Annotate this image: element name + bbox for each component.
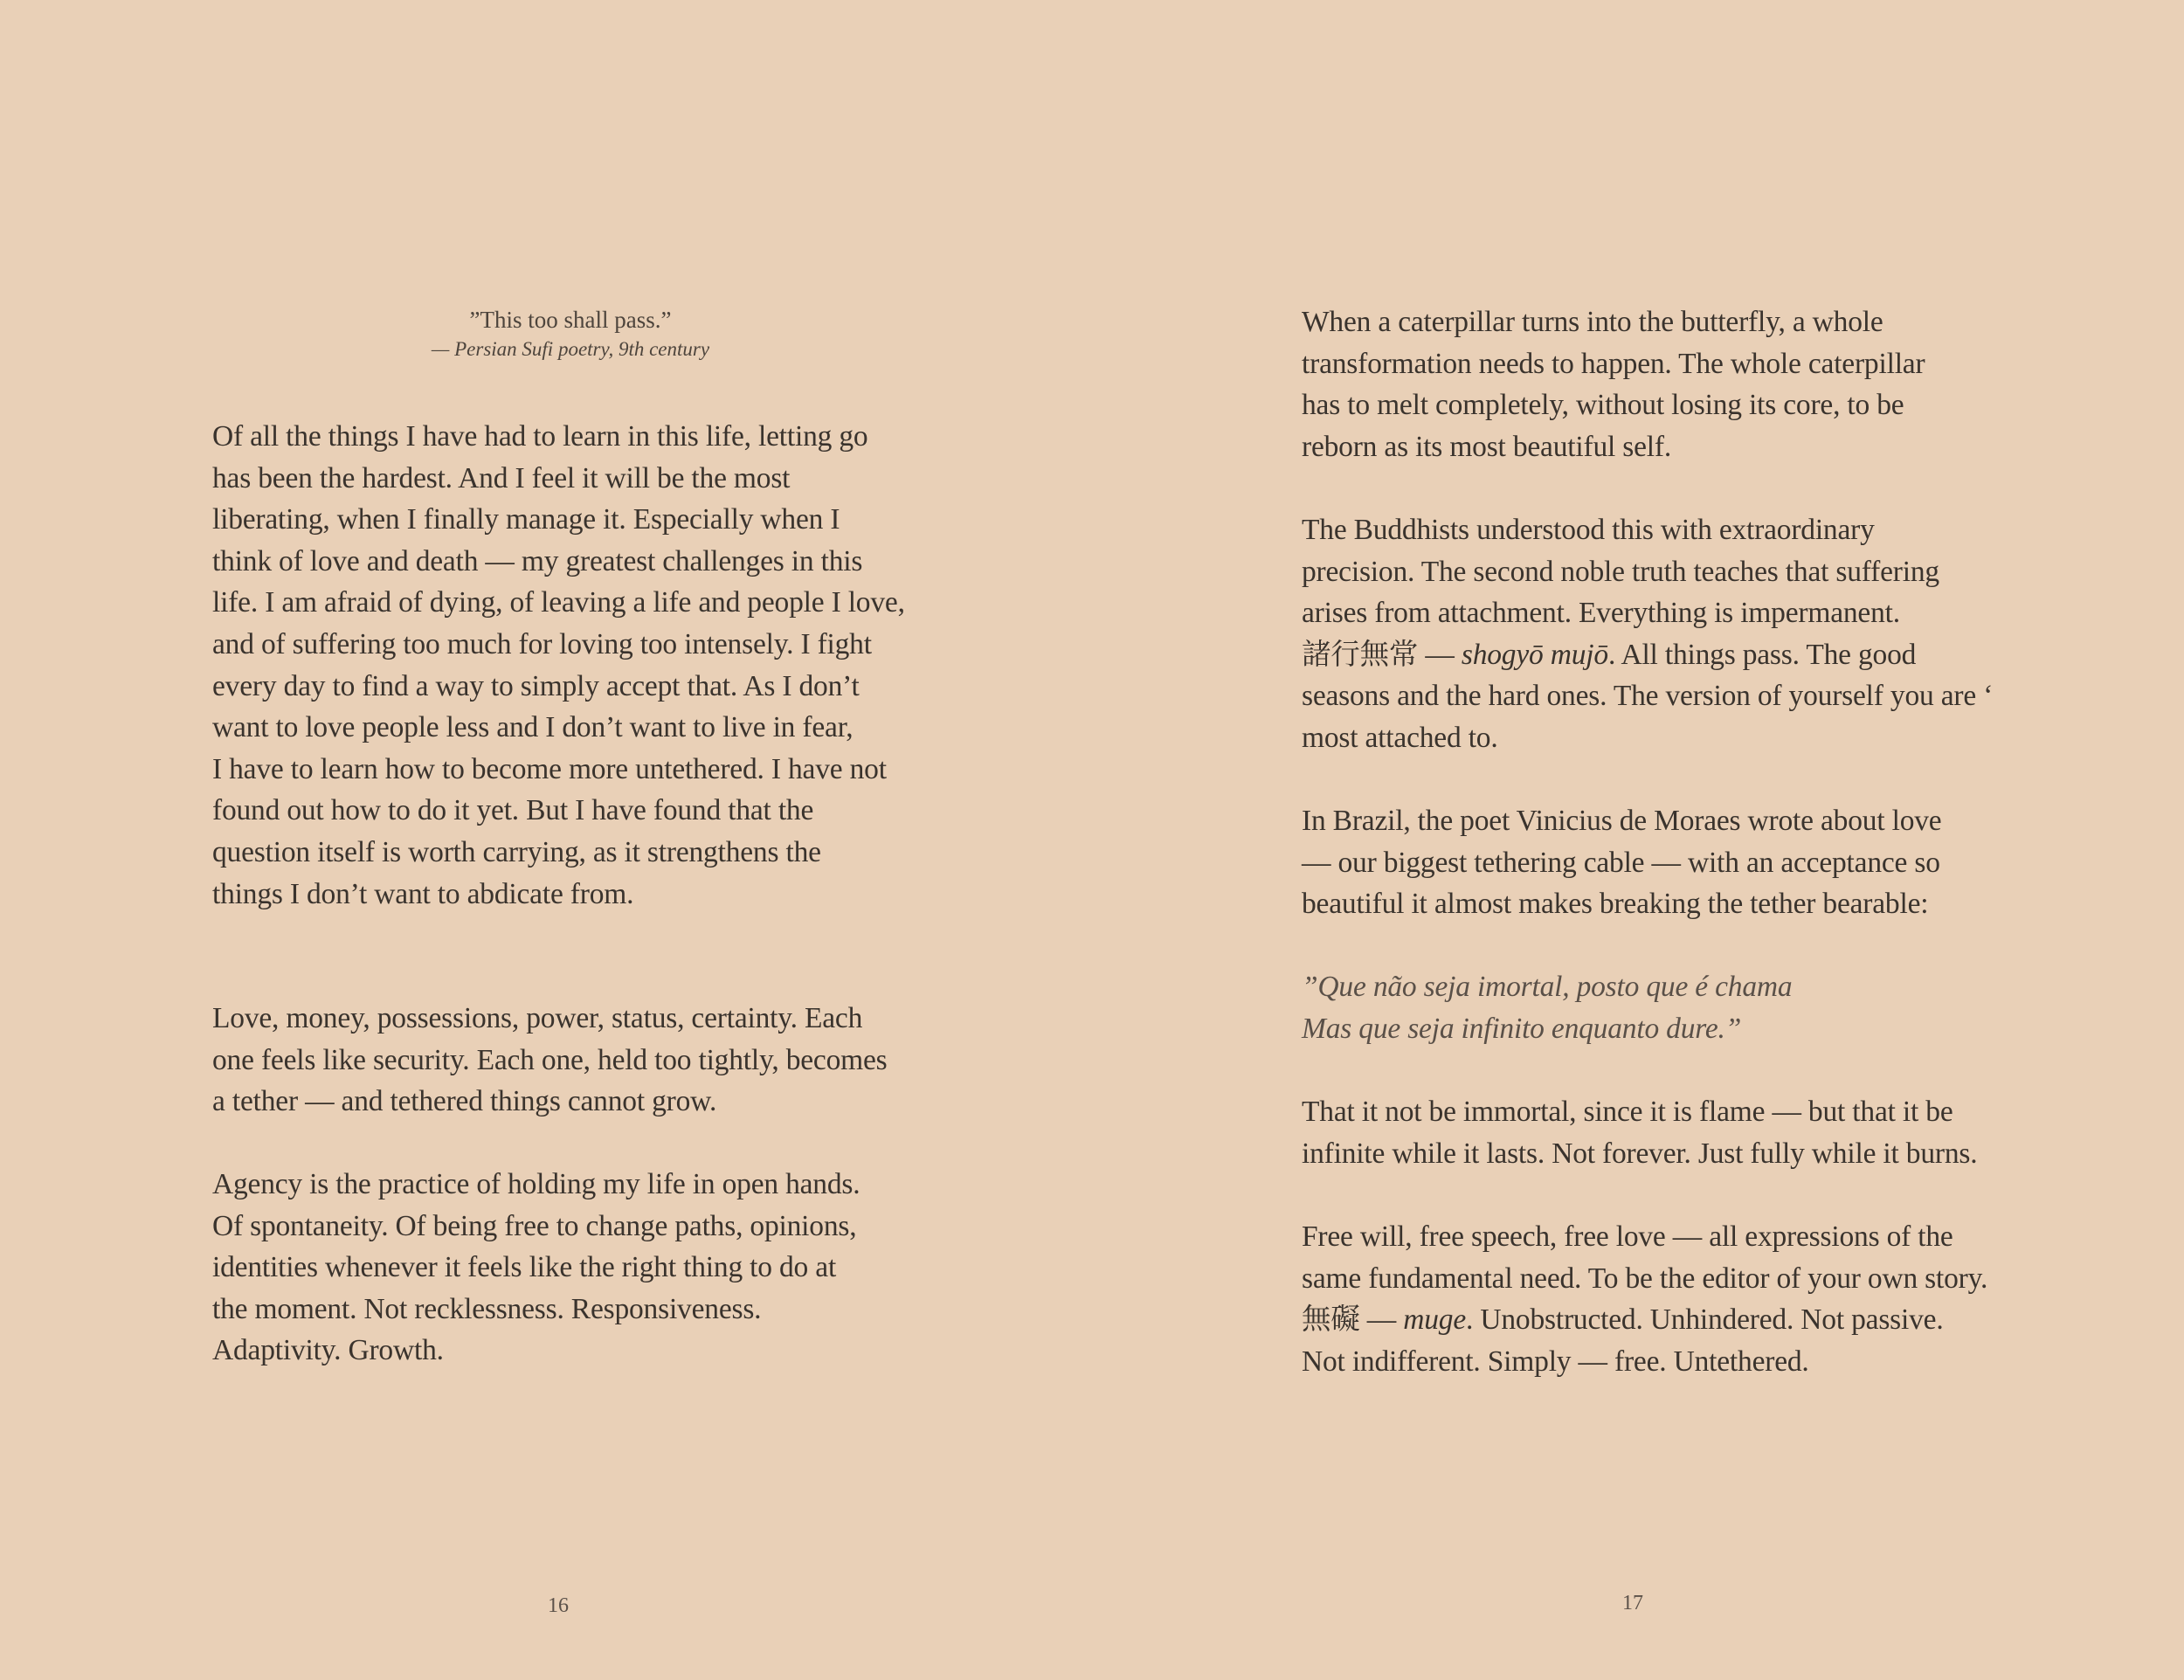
free-will-text: Free will, free speech, free love — all expressions of the same fundamental need. To be the editor of your own story. 無礙 — [1302, 1220, 1988, 1337]
buddhists-text-end: . All things pass. The good seasons and the hard ones. The version of yourself you are ‘ most attached to. [1302, 638, 1994, 754]
paragraph-free-will [1302, 1216, 2053, 1382]
page-number-right: 17 [1622, 1592, 1643, 1614]
paragraph-agency: Agency is the practice of holding my life in open hands. Of spontaneity. Of being free to change paths, opinions, identities whenever it feels like the right thing to do at the moment. Not recklessness. Responsiveness. Adaptivity. Growth. [212, 1168, 860, 1367]
epigraph-quote: ”This too shall pass.” [469, 307, 672, 333]
page-number-left: 16 [548, 1594, 569, 1617]
paragraph-translation: That it not be immortal, since it is flame — but that it be infinite while it lasts. Not forever. Just fully while it burns. [1302, 1096, 1978, 1170]
epigraph [300, 304, 841, 363]
term-shogyo-mujo: shogyō mujō [1461, 638, 1608, 671]
paragraph-buddhists [1302, 509, 2053, 759]
paragraph-caterpillar: When a caterpillar turns into the butterfly, a whole transformation needs to happen. The whole caterpillar has to melt completely, without losing its core, to be reborn as its most beautiful self. [1302, 306, 1925, 463]
paragraph-brazil: In Brazil, the poet Vinicius de Moraes wrote about love — our biggest tethering cable — with an acceptance so beautiful it almost makes breaking the tether bearable: [1302, 805, 1942, 921]
poem-quote: ”Que não seja imortal, posto que é chama Mas que seja infinito enquanto dure.” [1302, 971, 1793, 1045]
free-will-text-end: . Unobstructed. Unhindered. Not passive. Not indifferent. Simply — free. Untethered. [1302, 1303, 1944, 1378]
buddhists-text: The Buddhists understood this with extraordinary precision. The second noble truth teaches that suffering arises from attachment. Everything is impermanent. 諸行無常 — [1302, 514, 1939, 671]
paragraph-letting-go: Of all the things I have had to learn in this life, letting go has been the hardest. And I feel it will be the most liberating, when I finally manage it. Especially when I think of love and death — my greatest challenges in this life. I am afraid of dying, of leaving a life and people I love, and of suffering too much for loving too intensely. I fight every day to find a way to simply accept that. As I don’t want to love people less and I don’t want to live in fear, I have to learn how to become more untethered. I have not found out how to do it yet. But I have found that the question itself is worth carrying, as it strengthens the things I don’t want to abdicate from. [212, 420, 905, 910]
term-muge: muge [1403, 1303, 1467, 1337]
paragraph-tethers: Love, money, possessions, power, status, certainty. Each one feels like security. Each one, held too tightly, becomes a tether — and tethered things cannot grow. [212, 1002, 888, 1118]
epigraph-source: — Persian Sufi poetry, 9th century [431, 338, 710, 360]
